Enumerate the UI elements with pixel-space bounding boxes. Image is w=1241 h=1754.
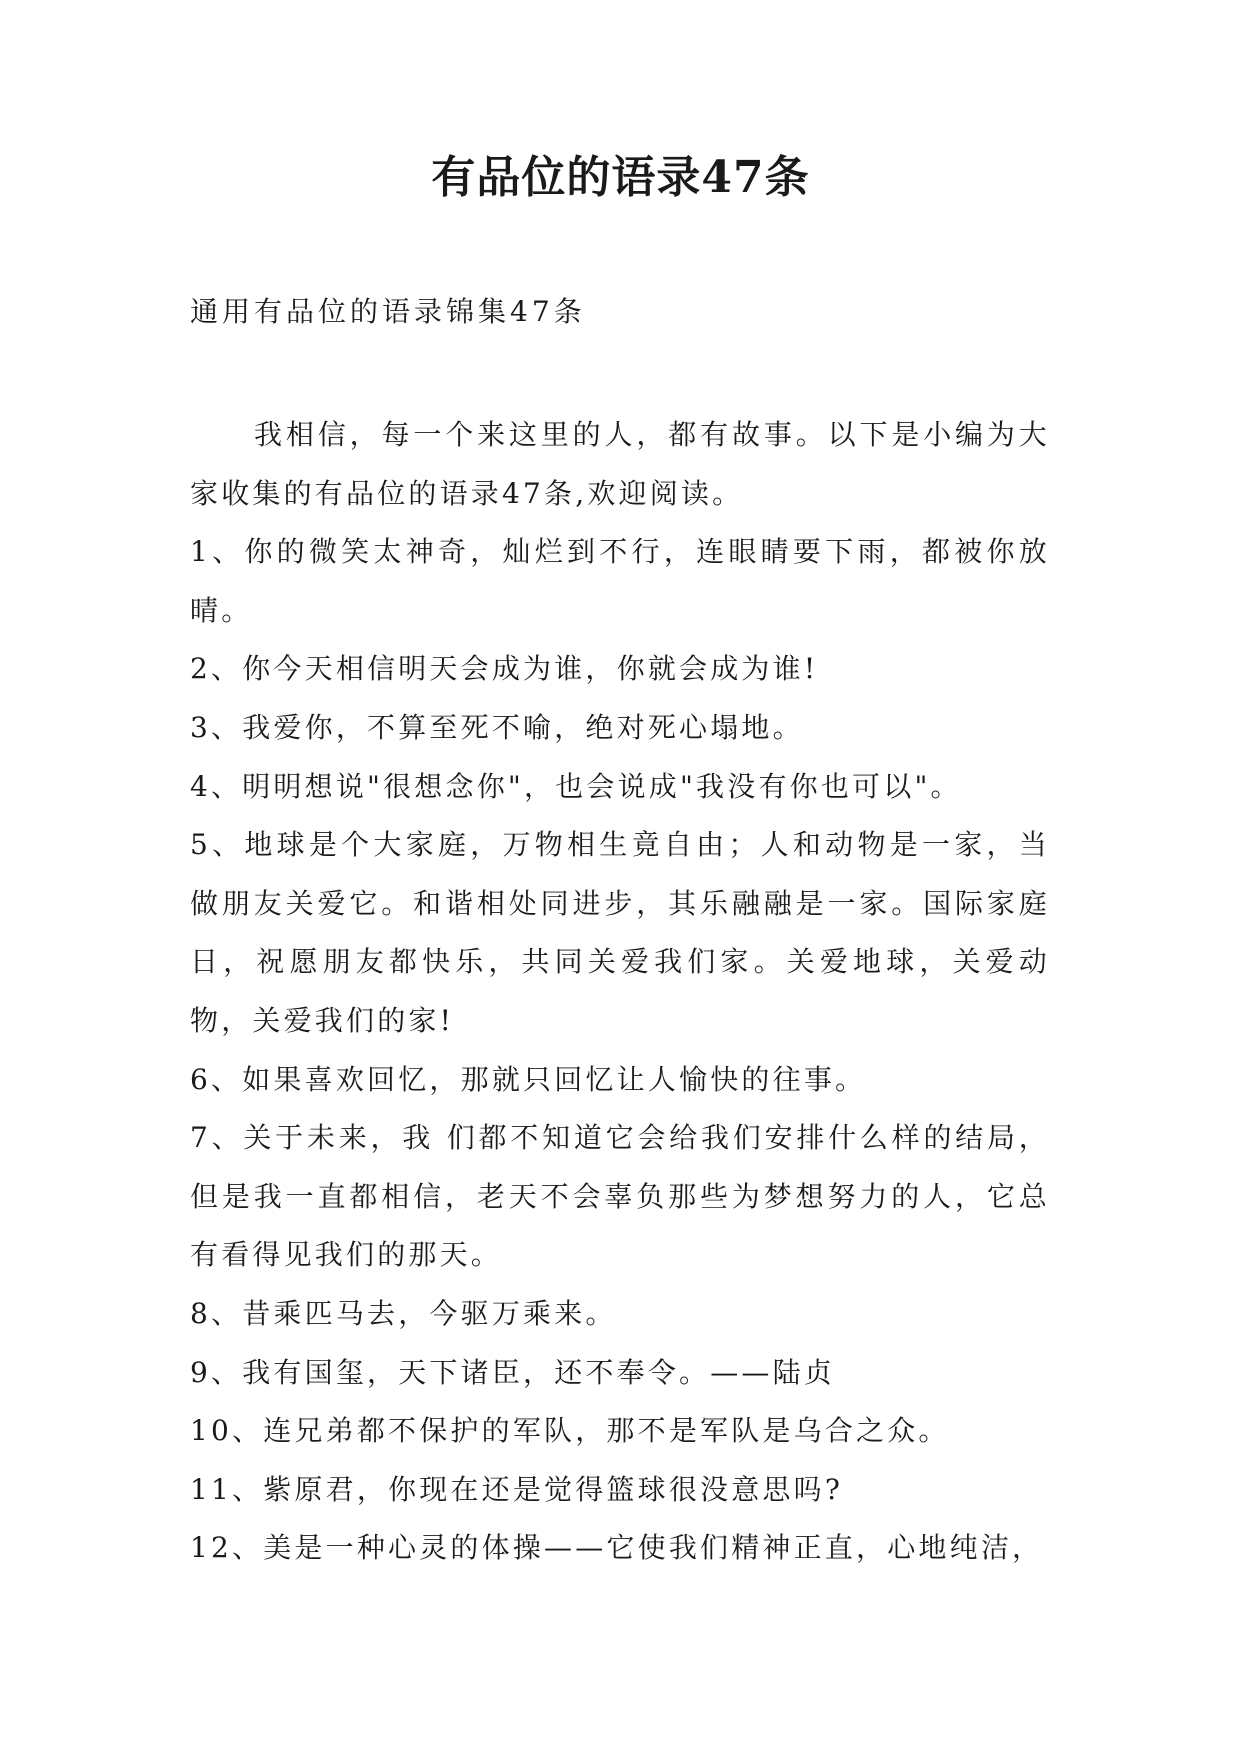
list-item: 8、昔乘匹马去，今驱万乘来。 xyxy=(190,1296,617,1330)
list-item: 12、美是一种心灵的体操——它使我们精神正直，心地纯洁， xyxy=(190,1531,1044,1565)
list-item: 3、我爱你，不算至死不喻，绝对死心塌地。 xyxy=(190,710,804,744)
list-item: 9、我有国玺，天下诸臣，还不奉令。——陆贞 xyxy=(190,1355,836,1389)
intro-paragraph: 我相信，每一个来这里的人，都有故事。以下是小编为大家收集的有品位的语录47条,欢迎阅读。 xyxy=(190,418,1050,510)
list-item: 7、关于未来，我 们都不知道它会给我们安排什么样的结局，但是我一直都相信，老天不会辜负那些为梦想努力的人，它总有看得见我们的那天。 xyxy=(190,1121,1050,1272)
list-item: 5、地球是个大家庭，万物相生竟自由；人和动物是一家，当做朋友关爱它。和谐相处同进步，其乐融融是一家。国际家庭日，祝愿朋友都快乐，共同关爱我们家。关爱地球，关爱动物，关爱我们的家! xyxy=(190,828,1050,1037)
list-item: 1、你的微笑太神奇，灿烂到不行，连眼睛要下雨，都被你放晴。 xyxy=(190,535,1050,627)
document-body xyxy=(190,406,1050,1578)
list-item: 2、你今天相信明天会成为谁，你就会成为谁! xyxy=(190,652,819,686)
document-subtitle: 通用有品位的语录锦集47条 xyxy=(190,295,586,328)
list-item: 6、如果喜欢回忆，那就只回忆让人愉快的往事。 xyxy=(190,1062,867,1096)
list-item: 11、紫原君，你现在还是觉得篮球很没意思吗? xyxy=(190,1472,844,1506)
list-item: 10、连兄弟都不保护的军队，那不是军队是乌合之众。 xyxy=(190,1414,950,1448)
list-item: 4、明明想说"很想念你"，也会说成"我没有你也可以"。 xyxy=(190,769,962,803)
document-title: 有品位的语录47条 xyxy=(431,152,810,203)
